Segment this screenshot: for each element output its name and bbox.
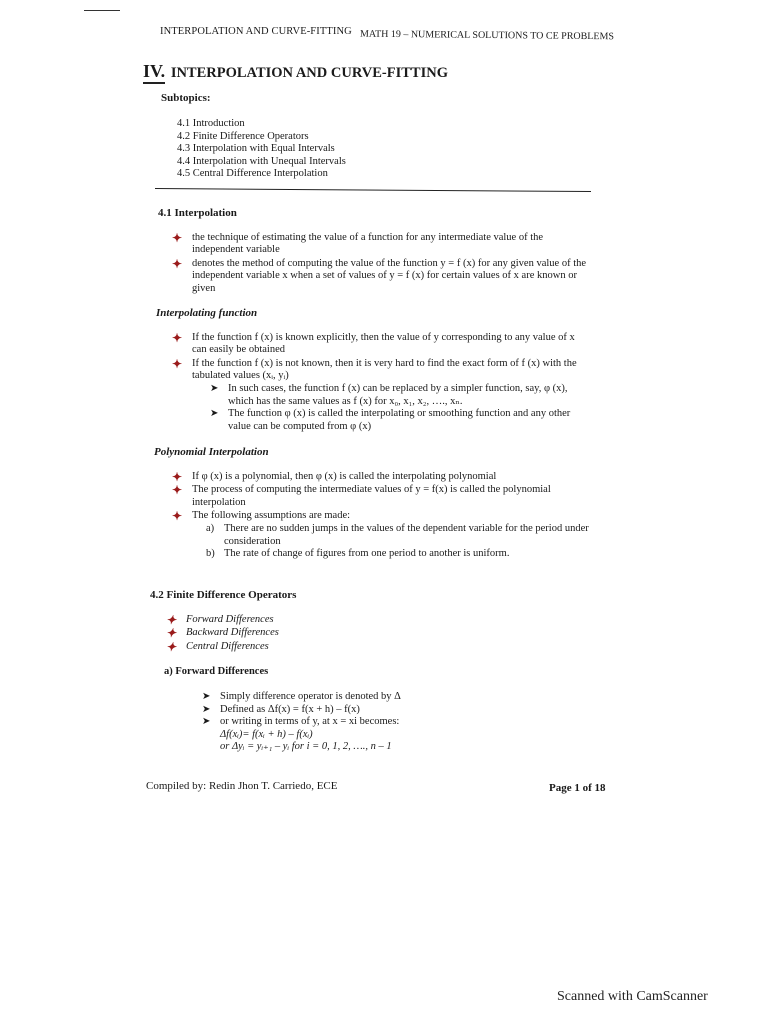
list-item: a) There are no sudden jumps in the values of the dependent variable for the period under consideration [206, 522, 589, 547]
pin-bullet-icon: ✦ [172, 509, 183, 524]
pin-bullet-icon: ✦ [172, 469, 183, 484]
list-item: ✦ The process of computing the intermediate values of y = f(x) is called the polynomial interpolation [172, 483, 551, 508]
list-item: ➤ Defined as Δf(x) = f(x + h) – f(x) [202, 703, 360, 715]
equation: or Δyᵢ = yᵢ₊₁ – yᵢ for i = 0, 1, 2, …., n – 1 [220, 741, 392, 753]
subsection-heading: Interpolating function [156, 307, 258, 319]
section-4-2 [150, 589, 590, 754]
pin-bullet-icon: ✦ [166, 612, 177, 627]
subtopics-heading: Subtopics: [161, 92, 211, 104]
section-divider [155, 188, 591, 192]
pin-bullet-icon: ✦ [172, 330, 183, 345]
list-item: ➤ or writing in terms of y, at x = xi becomes: [202, 716, 400, 728]
bullet-list [170, 232, 590, 296]
pin-bullet-icon: ✦ [166, 639, 177, 654]
arrow-bullet-icon: ➤ [202, 716, 211, 728]
header-right: MATH 19 – NUMERICAL SOLUTIONS TO CE PROBLEMS [359, 28, 615, 43]
pin-bullet-icon: ✦ [172, 356, 183, 371]
list-item: ✦ The following assumptions are made: a) There are no sudden jumps in the values of the dependent variable for the period under consideration b) The rate of change of figures from one period to another is uniform. [172, 509, 589, 560]
equation: Δf(xᵢ)= f(xᵢ + h) – f(xᵢ) [220, 728, 313, 740]
arrow-bullet-icon: ➤ [202, 690, 211, 702]
subtopic-list [177, 118, 346, 181]
arrow-bullet-icon: ➤ [202, 703, 211, 715]
pin-bullet-icon: ✦ [172, 483, 183, 498]
pin-bullet-icon: ✦ [166, 626, 177, 641]
subtopic-item: 4.1 Introduction [177, 118, 245, 129]
sub-bullet-list [192, 383, 590, 433]
list-item: ➤ In such cases, the function f (x) can be replaced by a simpler function, say, φ (x), which has the same values as f (x) for x₀, x₁, x₂, …., xₙ. [210, 382, 568, 407]
scanner-watermark: Scanned with CamScanner [557, 989, 708, 1004]
list-item: ✦ Central Differences [166, 639, 269, 654]
header-left: INTERPOLATION AND CURVE-FITTING [160, 26, 352, 37]
list-item: ✦ denotes the method of computing the value of the function y = f (x) for any given value of the independent variable x when a set of values of y = f (x) for certain values of x are known or given [172, 256, 587, 294]
scan-mark [84, 6, 120, 11]
forward-differences-heading: a) Forward Differences [164, 666, 269, 678]
list-item: ✦ Forward Differences [166, 612, 274, 627]
bullet-list [170, 332, 590, 434]
list-item: ➤ Simply difference operator is denoted by Δ [202, 690, 401, 702]
subtopic-item: 4.3 Interpolation with Equal Intervals [177, 143, 335, 155]
list-item: b) The rate of change of figures from one period to another is uniform. [206, 548, 510, 560]
pin-bullet-icon: ✦ [172, 230, 183, 245]
forward-list [150, 691, 590, 729]
assumption-list [192, 523, 590, 561]
list-item: ➤ The function φ (x) is called the interpolating or smoothing function and any other value can be computed from φ (x) [210, 408, 571, 432]
list-item: ✦ Backward Differences [166, 626, 279, 641]
subtopic-item: 4.2 Finite Difference Operators [177, 130, 309, 142]
section-heading: 4.1 Interpolation [158, 207, 237, 219]
chapter-title: INTERPOLATION AND CURVE-FITTING [170, 65, 448, 81]
page-title [143, 61, 448, 84]
arrow-bullet-icon: ➤ [210, 408, 219, 420]
compiled-by: Compiled by: Redin Jhon T. Carriedo, ECE [146, 780, 338, 792]
subtopic-item: 4.5 Central Difference Interpolation [177, 168, 328, 180]
section-4-1 [158, 207, 590, 297]
subsection-heading: Polynomial Interpolation [154, 446, 269, 458]
list-item: ✦ If φ (x) is a polynomial, then φ (x) is called the interpolating polynomial [172, 469, 497, 484]
arrow-bullet-icon: ➤ [210, 382, 219, 394]
difference-type-list [164, 614, 590, 654]
subtopic-item: 4.4 Interpolation with Unequal Intervals [177, 155, 346, 167]
interpolating-function-section [156, 307, 590, 434]
bullet-list [170, 471, 590, 561]
chapter-number: IV. [143, 61, 165, 84]
polynomial-interpolation-section [154, 446, 590, 562]
list-item: ✦ If the function f (x) is not known, then it is very hard to find the exact form of f (x) with the tabulated values (xᵢ, yᵢ) ➤ In such cases, the function f (x) can be replaced by a simpler function, say, φ (x), which has the same values as f (x) for x₀, x₁, x₂, …., xₙ. ➤ The function φ (x) is called the interpolating or smoothing function and any other value can be computed from φ (x) [170, 358, 590, 434]
list-item: ✦ the technique of estimating the value of a function for any intermediate value of the independent variable [172, 230, 544, 256]
section-heading: 4.2 Finite Difference Operators [150, 589, 297, 601]
list-item: ✦ If the function f (x) is known explicitly, then the value of y corresponding to any value of x can easily be obtained [172, 330, 575, 356]
pin-bullet-icon: ✦ [172, 256, 183, 271]
page-number: Page 1 of 18 [549, 782, 606, 794]
